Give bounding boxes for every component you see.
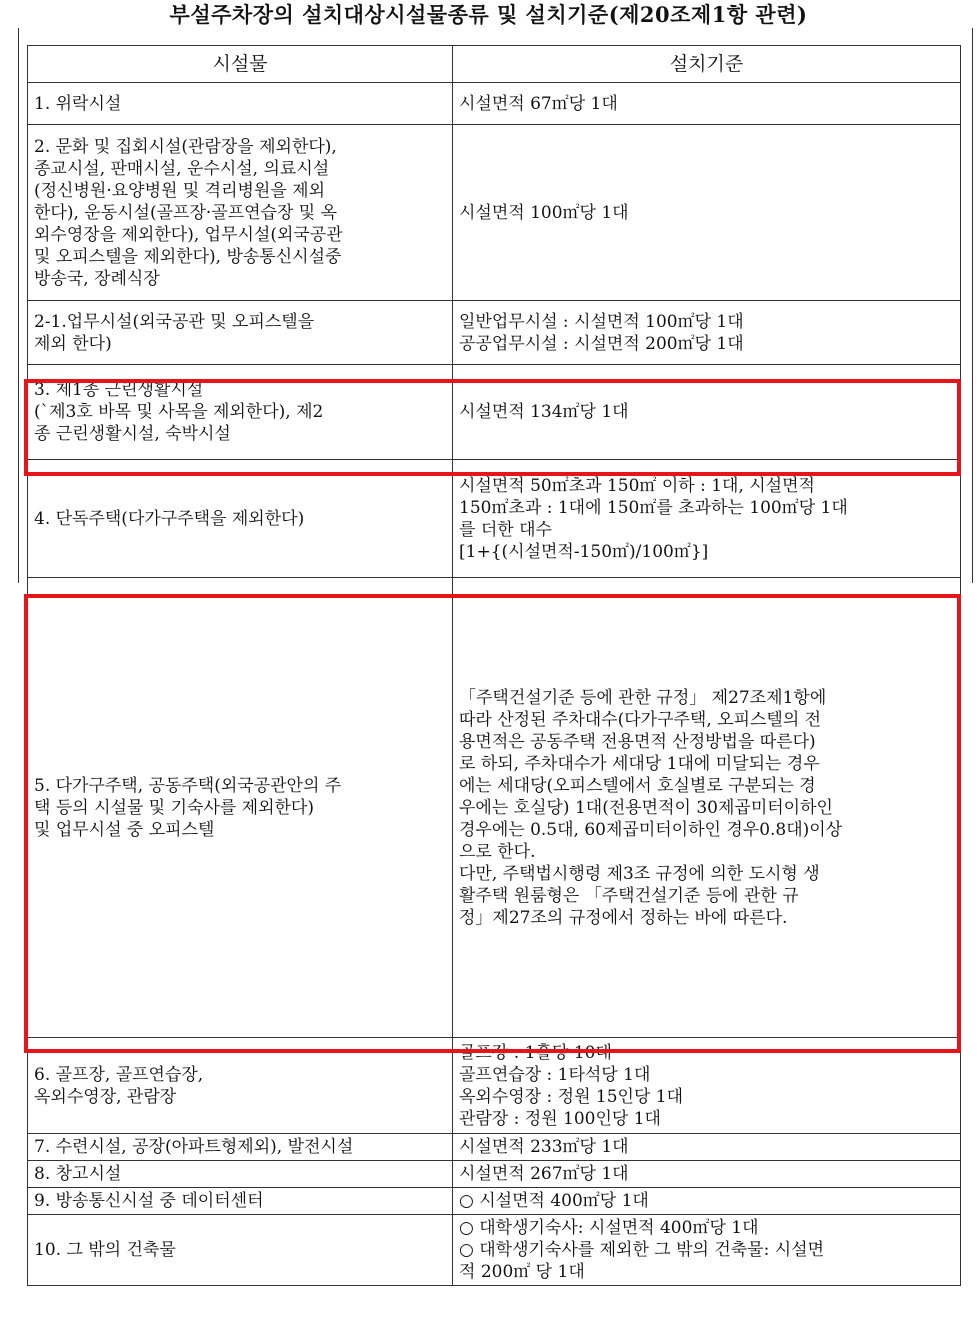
facility-cell: [28, 1188, 453, 1215]
table-row: [28, 83, 961, 125]
table-row: [28, 578, 961, 1038]
standard-cell: [453, 578, 961, 1038]
standard-cell: [453, 125, 961, 301]
standard-cell: [453, 1134, 961, 1161]
facility-line: 제외 한다): [34, 333, 112, 354]
facility-line: 및 업무시설 중 오피스텔: [34, 819, 215, 840]
standard-cell: [453, 1038, 961, 1134]
facility-line: 10. 그 밖의 건축물: [34, 1240, 176, 1260]
standard-line: 시설면적 50㎡초과 150㎡ 이하 : 1대, 시설면적: [459, 475, 815, 496]
standard-line: 시설면적 267㎡당 1대: [459, 1164, 629, 1184]
facility-line: 9. 방송통신시설 중 데이터센터: [34, 1191, 264, 1211]
header-facility: 시설물: [28, 46, 453, 83]
standard-line: 「주택건설기준 등에 관한 규정」 제27조제1항에: [459, 687, 827, 708]
facility-cell: [28, 301, 453, 365]
facility-line: 5. 다가구주택, 공동주택(외국공관안의 주: [34, 775, 342, 796]
standard-line: 시설면적 134㎡당 1대: [459, 402, 629, 422]
facility-line: 한다), 운동시설(골프장·골프연습장 및 옥: [34, 202, 338, 223]
standard-cell: [453, 1215, 961, 1286]
standard-line: 활주택 원룸형은 「주택건설기준 등에 관한 규: [459, 885, 799, 906]
standard-line: [1+{(시설면적-150㎡)/100㎡}]: [459, 541, 709, 562]
facility-line: 및 오피스텔을 제외한다), 방송통신시설중: [34, 246, 342, 267]
standard-line: 를 더한 대수: [459, 519, 552, 540]
parking-standards-table: [27, 45, 961, 1286]
table-row: [28, 125, 961, 301]
table-row: [28, 1038, 961, 1134]
standard-line: 150㎡초과 : 1대에 150㎡를 초과하는 100㎡당 1대: [459, 497, 848, 518]
facility-cell: [28, 125, 453, 301]
standard-line: 경우에는 0.5대, 60제곱미터이하인 경우0.8대)이상: [459, 819, 843, 840]
table-row: [28, 365, 961, 460]
facility-line: 종 근린생활시설, 숙박시설: [34, 424, 231, 444]
standard-cell: [453, 460, 961, 578]
standard-line: 따라 산정된 주차대수(다가구주택, 오피스텔의 전: [459, 709, 822, 730]
facility-cell: [28, 1215, 453, 1286]
standard-line: 옥외수영장 : 정원 15인당 1대: [459, 1086, 684, 1107]
facility-line: 2-1.업무시설(외국공관 및 오피스텔을: [34, 311, 315, 332]
standard-line: 시설면적 233㎡당 1대: [459, 1137, 629, 1157]
standard-line: 으로 한다.: [459, 841, 536, 862]
facility-cell: [28, 1134, 453, 1161]
page-border-right: [972, 28, 973, 583]
facility-line: 6. 골프장, 골프연습장,: [34, 1064, 204, 1085]
facility-cell: [28, 460, 453, 578]
table-row: [28, 460, 961, 578]
table-row: [28, 1215, 961, 1286]
standard-cell: [453, 1161, 961, 1188]
facility-line: 3. 제1종 근린생활시설: [34, 380, 204, 400]
facility-cell: [28, 83, 453, 125]
table-row: [28, 1161, 961, 1188]
standard-line: 시설면적 67㎡당 1대: [459, 93, 618, 114]
standard-line: 로 하되, 주차대수가 세대당 1대에 미달되는 경우: [459, 753, 820, 774]
facility-line: 외수영장을 제외한다), 업무시설(외국공관: [34, 224, 343, 245]
standard-cell: [453, 83, 961, 125]
facility-cell: [28, 365, 453, 460]
facility-line: 2. 문화 및 집회시설(관람장을 제외한다),: [34, 136, 337, 157]
facility-line: 택 등의 시설물 및 기숙사를 제외한다): [34, 797, 314, 818]
facility-line: (`제3호 바목 및 사목을 제외한다), 제2: [34, 402, 324, 422]
standard-cell: [453, 1188, 961, 1215]
standard-line: 공공업무시설 : 시설면적 200㎡당 1대: [459, 333, 744, 354]
facility-line: 8. 창고시설: [34, 1164, 122, 1184]
facility-line: 방송국, 장례식장: [34, 268, 160, 289]
standard-line: 우에는 호실당) 1대(전용면적이 30제곱미터이하인: [459, 797, 833, 818]
facility-cell: [28, 1038, 453, 1134]
standard-line: ○ 시설면적 400㎡당 1대: [459, 1191, 649, 1211]
facility-line: 옥외수영장, 관람장: [34, 1086, 177, 1107]
facility-line: (정신병원·요양병원 및 격리병원을 제외: [34, 180, 325, 201]
facility-line: 4. 단독주택(다가구주택을 제외한다): [34, 508, 305, 529]
standard-line: 정」제27조의 규정에서 정하는 바에 따른다.: [459, 907, 788, 928]
facility-line: 7. 수련시설, 공장(아파트형제외), 발전시설: [34, 1137, 354, 1157]
header-standard: 설치기준: [453, 46, 961, 83]
standard-line: ○ 대학생기숙사를 제외한 그 밖의 건축물: 시설면: [459, 1240, 825, 1260]
standard-line: 일반업무시설 : 시설면적 100㎡당 1대: [459, 311, 744, 332]
document-title: 부설주차장의 설치대상시설물종류 및 설치기준(제20조제1항 관련): [169, 2, 808, 27]
standard-line: 시설면적 100㎡당 1대: [459, 202, 629, 223]
standard-line: 에는 세대당(오피스텔에서 호실별로 구분되는 경: [459, 775, 816, 796]
table-row: [28, 301, 961, 365]
standard-line: 다만, 주택법시행령 제3조 규정에 의한 도시형 생: [459, 863, 820, 884]
standard-line: ○ 대학생기숙사: 시설면적 400㎡당 1대: [459, 1218, 759, 1238]
standard-line: 관람장 : 정원 100인당 1대: [459, 1108, 661, 1129]
standard-line: 적 200㎡ 당 1대: [459, 1262, 585, 1282]
standard-cell: [453, 301, 961, 365]
standard-cell: [453, 365, 961, 460]
page-border-left: [18, 28, 19, 583]
table-row: [28, 1188, 961, 1215]
facility-line: 종교시설, 판매시설, 운수시설, 의료시설: [34, 158, 330, 179]
standard-line: 골프장 : 1홀당 10대: [459, 1042, 612, 1063]
table-header-row: [28, 46, 961, 83]
standard-line: 골프연습장 : 1타석당 1대: [459, 1064, 651, 1085]
standard-line: 용면적은 공동주택 전용면적 산정방법을 따른다): [459, 731, 816, 752]
facility-cell: [28, 1161, 453, 1188]
table-row: [28, 1134, 961, 1161]
facility-line: 1. 위락시설: [34, 93, 122, 114]
facility-cell: [28, 578, 453, 1038]
